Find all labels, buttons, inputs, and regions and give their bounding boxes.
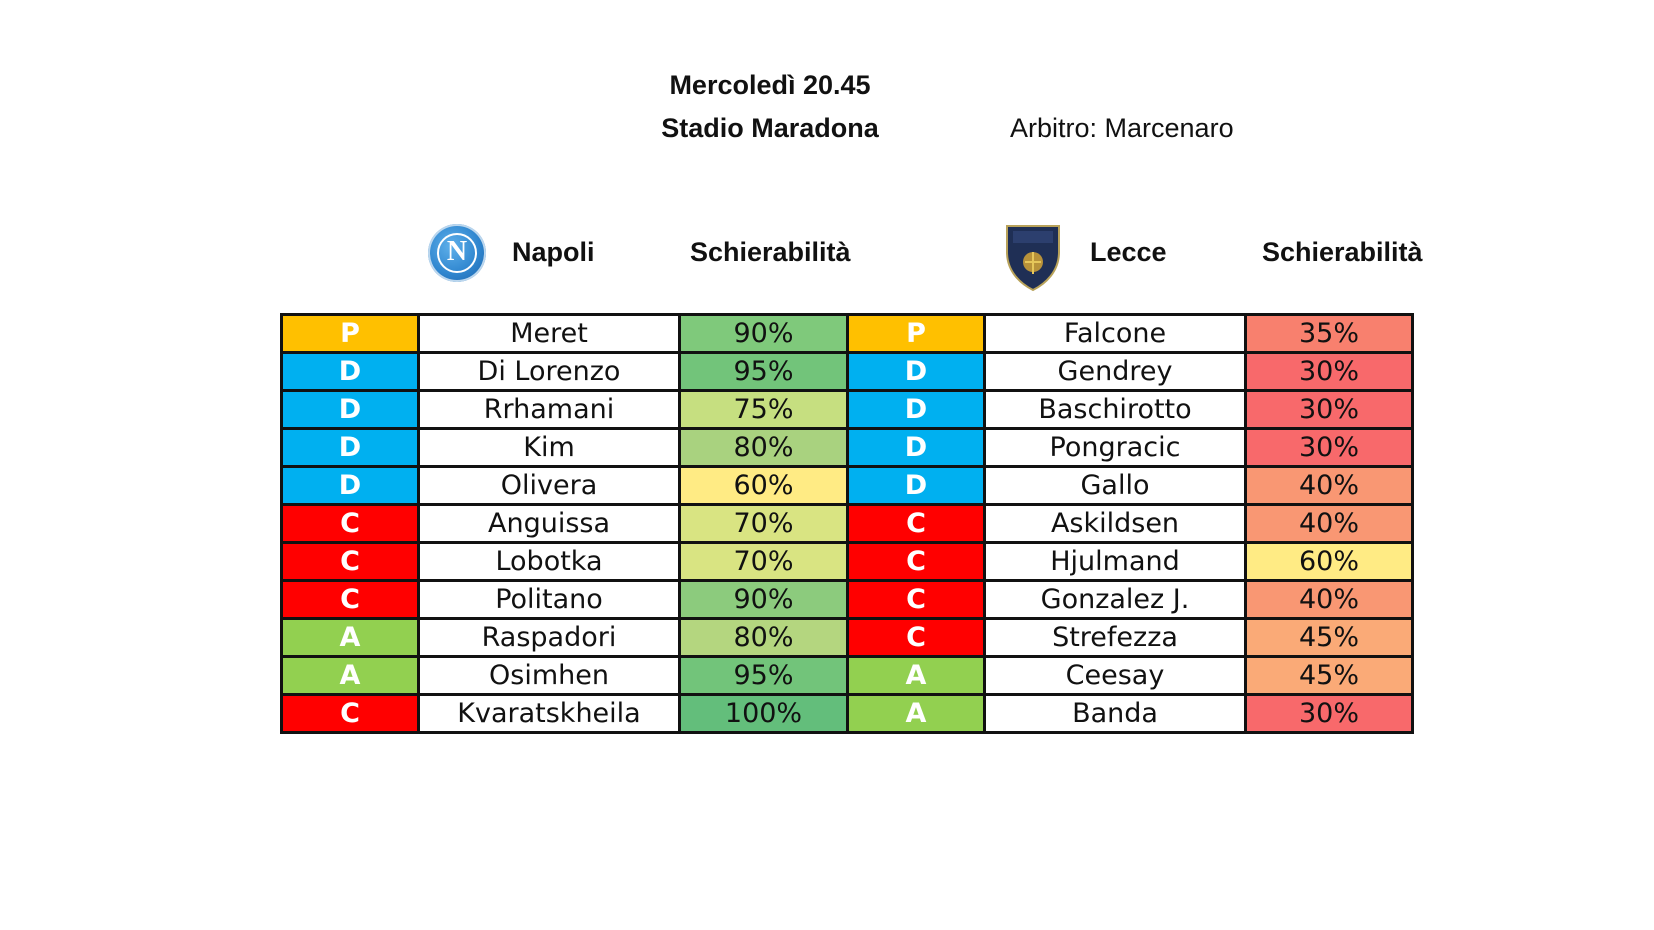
- table-row: [282, 505, 1413, 543]
- away-role-cell: A: [848, 657, 985, 695]
- home-availability-cell: 80%: [680, 429, 848, 467]
- home-player-cell: Lobotka: [419, 543, 680, 581]
- home-availability-cell: 80%: [680, 619, 848, 657]
- away-availability-cell: 40%: [1246, 467, 1413, 505]
- home-availability-cell: 70%: [680, 543, 848, 581]
- match-time: Mercoledì 20.45: [669, 70, 871, 100]
- away-availability-header: Schierabilità: [1262, 237, 1423, 267]
- home-role-cell: D: [282, 391, 419, 429]
- home-role-cell: C: [282, 581, 419, 619]
- away-availability-cell: 45%: [1246, 657, 1413, 695]
- away-team-name: Lecce: [1090, 237, 1167, 267]
- home-player-cell: Di Lorenzo: [419, 353, 680, 391]
- table-row: [282, 391, 1413, 429]
- table-row: [282, 657, 1413, 695]
- home-availability-cell: 90%: [680, 315, 848, 353]
- home-role-cell: C: [282, 543, 419, 581]
- home-player-cell: Anguissa: [419, 505, 680, 543]
- away-player-cell: Gallo: [985, 467, 1246, 505]
- home-player-cell: Olivera: [419, 467, 680, 505]
- away-role-cell: D: [848, 467, 985, 505]
- home-player-cell: Raspadori: [419, 619, 680, 657]
- away-role-cell: C: [848, 619, 985, 657]
- home-player-cell: Politano: [419, 581, 680, 619]
- away-role-cell: P: [848, 315, 985, 353]
- table-row: [282, 429, 1413, 467]
- away-role-cell: A: [848, 695, 985, 733]
- table-row: [282, 543, 1413, 581]
- home-player-cell: Kvaratskheila: [419, 695, 680, 733]
- away-availability-cell: 30%: [1246, 353, 1413, 391]
- away-player-cell: Gonzalez J.: [985, 581, 1246, 619]
- away-player-cell: Askildsen: [985, 505, 1246, 543]
- away-role-cell: D: [848, 391, 985, 429]
- away-availability-cell: 40%: [1246, 505, 1413, 543]
- home-availability-cell: 60%: [680, 467, 848, 505]
- table-row: [282, 619, 1413, 657]
- away-player-cell: Hjulmand: [985, 543, 1246, 581]
- lecce-crest-icon: [1003, 222, 1063, 292]
- away-player-cell: Strefezza: [985, 619, 1246, 657]
- table-row: [282, 581, 1413, 619]
- away-player-cell: Baschirotto: [985, 391, 1246, 429]
- home-availability-cell: 95%: [680, 353, 848, 391]
- home-team-name: Napoli: [512, 237, 595, 267]
- home-player-cell: Kim: [419, 429, 680, 467]
- home-availability-cell: 70%: [680, 505, 848, 543]
- away-availability-cell: 30%: [1246, 429, 1413, 467]
- home-role-cell: D: [282, 467, 419, 505]
- table-row: [282, 315, 1413, 353]
- home-role-cell: A: [282, 619, 419, 657]
- home-availability-cell: 90%: [680, 581, 848, 619]
- away-player-cell: Ceesay: [985, 657, 1246, 695]
- lineup-table: [280, 313, 1414, 734]
- away-player-cell: Pongracic: [985, 429, 1246, 467]
- away-player-cell: Banda: [985, 695, 1246, 733]
- away-availability-cell: 30%: [1246, 695, 1413, 733]
- home-availability-cell: 75%: [680, 391, 848, 429]
- home-role-cell: P: [282, 315, 419, 353]
- away-role-cell: C: [848, 505, 985, 543]
- stadium-name: Stadio Maradona: [661, 113, 879, 143]
- home-role-cell: D: [282, 353, 419, 391]
- table-row: [282, 353, 1413, 391]
- home-role-cell: C: [282, 505, 419, 543]
- away-role-cell: C: [848, 543, 985, 581]
- away-player-cell: Falcone: [985, 315, 1246, 353]
- away-availability-cell: 45%: [1246, 619, 1413, 657]
- away-role-cell: D: [848, 429, 985, 467]
- home-role-cell: A: [282, 657, 419, 695]
- away-role-cell: C: [848, 581, 985, 619]
- home-role-cell: D: [282, 429, 419, 467]
- home-availability-cell: 100%: [680, 695, 848, 733]
- away-player-cell: Gendrey: [985, 353, 1246, 391]
- napoli-crest-icon: N: [428, 224, 486, 282]
- home-availability-header: Schierabilità: [690, 237, 851, 267]
- referee-label: Arbitro: Marcenaro: [1010, 113, 1234, 143]
- away-availability-cell: 30%: [1246, 391, 1413, 429]
- away-availability-cell: 40%: [1246, 581, 1413, 619]
- home-role-cell: C: [282, 695, 419, 733]
- away-availability-cell: 35%: [1246, 315, 1413, 353]
- home-player-cell: Osimhen: [419, 657, 680, 695]
- away-role-cell: D: [848, 353, 985, 391]
- home-availability-cell: 95%: [680, 657, 848, 695]
- home-player-cell: Rrhamani: [419, 391, 680, 429]
- away-availability-cell: 60%: [1246, 543, 1413, 581]
- home-player-cell: Meret: [419, 315, 680, 353]
- table-row: [282, 695, 1413, 733]
- table-row: [282, 467, 1413, 505]
